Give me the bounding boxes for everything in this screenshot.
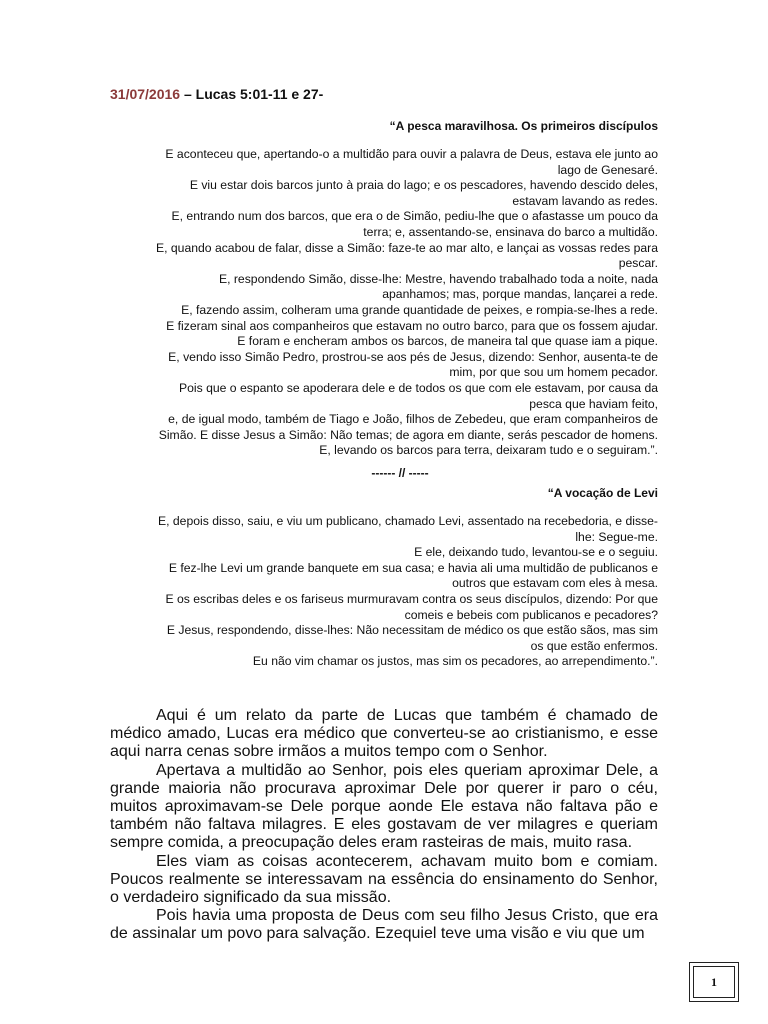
verse-line: E ele, deixando tudo, levantou-se e o seguiu. [414,545,658,560]
verse-line: E Jesus, respondendo, disse-lhes: Não necessitam de médico os que estão sãos, mas sim [166,623,658,638]
verse-line: E foram e encheram ambos os barcos, de maneira tal que quase iam a pique. [237,334,658,349]
section-title-pesca: “A pesca maravilhosa. Os primeiros discípulos [389,119,658,133]
body-paragraph: Apertava a multidão ao Senhor, pois eles queriam aproximar Dele, a grande maioria não procurava aproximar Dele por querer ir paro o céu, muitos aproximavam-se Dele porque aonde Ele estava não faltava pão e também não faltava milagres. E eles gostavam de ver milagres e queriam sempre comida, a preocupação deles eram rasteiras de mais, muito rasa. [110,761,658,852]
verse-line: E viu estar dois barcos junto à praia do lago; e os pescadores, havendo descido deles, [189,178,658,193]
page-heading [110,86,323,102]
verse-line: E, levando os barcos para terra, deixaram tudo e o seguiram.”. [319,443,658,458]
verse-line: comeis e bebeis com publicanos e pecadores? [404,607,658,622]
verse-block-pesca [110,147,658,459]
verse-line: E, depois disso, saiu, e viu um publicano, chamado Levi, assentado na recebedoria, e disse- [158,514,658,528]
verse-line: lhe: Segue-me. [575,529,658,544]
verse-line: E, fazendo assim, colheram uma grande quantidade de peixes, e rompia-se-lhes a rede. [181,302,658,317]
page-number-box [689,962,739,1002]
verse-line: E fez-lhe Levi um grande banquete em sua casa; e havia ali uma multidão de publicanos e [168,560,658,575]
heading-date: 31/07/2016 [110,86,181,102]
verse-line: E fizeram sinal aos companheiros que estavam no outro barco, para que os fossem ajudar. [166,318,658,333]
verse-line: Simão. E disse Jesus a Simão: Não temas; de agora em diante, serás pescador de homens. [158,427,658,442]
verse-line: Eu não vim chamar os justos, mas sim os pecadores, ao arrependimento.”. [252,654,658,669]
verse-line: outros que estavam com eles à mesa. [452,576,658,591]
commentary-body [110,707,658,944]
verse-line: E, entrando num dos barcos, que era o de Simão, pediu-lhe que o afastasse um pouco da [171,209,658,224]
body-paragraph: Eles viam as coisas acontecerem, achavam muito bom e comiam. Poucos realmente se interessavam na essência do ensinamento do Senhor, o verdadeiro significado da sua missão. [110,852,658,907]
page-number: 1 [693,966,735,998]
verse-line: apanhamos; mas, porque mandas, lançarei a rede. [382,287,658,302]
verse-line: pescar. [618,256,658,271]
verse-line: mim, por que sou um homem pecador. [449,365,658,380]
verse-line: E, respondendo Simão, disse-lhe: Mestre, havendo trabalhado toda a noite, nada [218,271,658,286]
verse-line: E aconteceu que, apertando-o a multidão para ouvir a palavra de Deus, estava ele junto ao [165,147,658,161]
verse-line: e, de igual modo, também de Tiago e João, filhos de Zebedeu, que eram companheiros de [168,412,658,427]
body-paragraph: Pois havia uma proposta de Deus com seu filho Jesus Cristo, que era de assinalar um povo para salvação. Ezequiel teve uma visão e viu que um [110,907,658,943]
verse-line: lago de Genesaré. [557,162,658,177]
heading-reference: – Lucas 5:01-11 e 27- [180,86,324,102]
section-title-levi: “A vocação de Levi [547,486,658,500]
verse-line: Pois que o espanto se apoderara dele e de todos os que com ele estavam, por causa da [178,380,658,395]
verse-line: E os escribas deles e os fariseus murmuravam contra os seus discípulos, dizendo: Por que [165,591,658,606]
verse-block-levi [110,514,658,670]
section-divider: ------ // ----- [371,466,429,480]
verse-line: os que estão enfermos. [530,638,658,653]
verse-line: terra; e, assentando-se, ensinava do barco a multidão. [363,224,658,239]
verse-line: E, vendo isso Simão Pedro, prostrou-se aos pés de Jesus, dizendo: Senhor, ausenta-te de [168,349,658,364]
body-paragraph: Aqui é um relato da parte de Lucas que também é chamado de médico amado, Lucas era médico que converteu-se ao cristianismo, e esse aqui narra cenas sobre irmãos a muitos tempo com o Senhor. [110,707,658,761]
verse-line: E, quando acabou de falar, disse a Simão: faze-te ao mar alto, e lançai as vossas redes para [155,240,658,255]
verse-line: pesca que haviam feito, [529,396,658,411]
verse-line: estavam lavando as redes. [512,193,658,208]
